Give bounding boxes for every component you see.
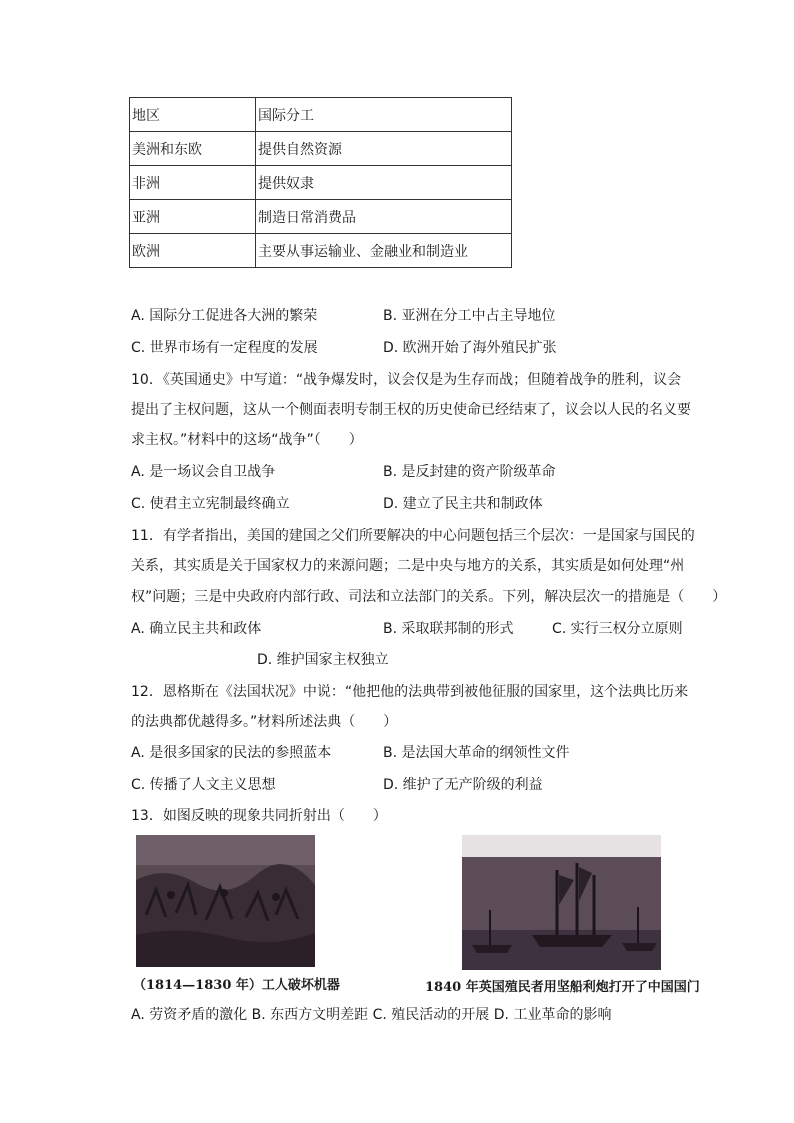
q11-option-b[interactable]: B. 采取联邦制的形式 [383, 621, 514, 637]
q9-option-d[interactable]: D. 欧洲开始了海外殖民扩张 [383, 340, 557, 356]
table-row [130, 132, 512, 166]
division-table [129, 97, 512, 268]
q11-option-a[interactable]: A. 确立民主共和政体 [131, 621, 262, 637]
table-cell: 提供奴隶 [256, 166, 512, 200]
table-row [130, 200, 512, 234]
q13-options[interactable]: A. 劳资矛盾的激化 B. 东西方文明差距 C. 殖民活动的开展 D. 工业革命的影响 [131, 1007, 612, 1023]
table-row [130, 234, 512, 268]
q9-option-b[interactable]: B. 亚洲在分工中占主导地位 [383, 308, 556, 324]
table-cell: 制造日常消费品 [256, 200, 512, 234]
q10-stem-line: 10．《英国通史》中写道：“战争爆发时，议会仅是为生存而战；但随着战争的胜利，议会 [131, 372, 682, 388]
table-cell: 主要从事运输业、金融业和制造业 [256, 234, 512, 268]
table-cell: 欧洲 [130, 234, 256, 268]
q13-stem: 13．如图反映的现象共同折射出（ ） [131, 808, 387, 824]
table-cell: 地区 [130, 98, 256, 132]
q10-option-d[interactable]: D. 建立了民主共和制政体 [383, 496, 543, 512]
q12-stem-line: 的法典都优越得多。”材料所述法典（ ） [131, 714, 398, 730]
q12-option-c[interactable]: C. 传播了人文主义思想 [131, 777, 276, 793]
q12-option-b[interactable]: B. 是法国大革命的纲领性文件 [383, 745, 570, 761]
q10-option-c[interactable]: C. 使君主立宪制最终确立 [131, 496, 290, 512]
table-cell: 提供自然资源 [256, 132, 512, 166]
q11-stem-line: 11．有学者指出，美国的建国之父们所要解决的中心问题包括三个层次：一是国家与国民的 [131, 528, 695, 544]
table-cell: 国际分工 [256, 98, 512, 132]
table-row [130, 166, 512, 200]
q10-option-b[interactable]: B. 是反封建的资产阶级革命 [383, 464, 556, 480]
table-cell: 亚洲 [130, 200, 256, 234]
image-caption: （1814—1830 年）工人破坏机器 [133, 978, 340, 993]
opium-war-ships-image [462, 835, 661, 970]
q10-option-a[interactable]: A. 是一场议会自卫战争 [131, 464, 276, 480]
q12-stem-line: 12．恩格斯在《法国状况》中说：“他把他的法典带到被他征服的国家里，这个法典比历来 [131, 684, 689, 700]
table-cell: 非洲 [130, 166, 256, 200]
table-header-row [130, 98, 512, 132]
q11-stem-line: 权”问题；三是中央政府内部行政、司法和立法部门的关系。下列，解决层次一的措施是（ ） [131, 589, 727, 605]
q12-option-d[interactable]: D. 维护了无产阶级的利益 [383, 777, 543, 793]
workers-breaking-machines-image [136, 835, 315, 967]
q9-option-c[interactable]: C. 世界市场有一定程度的发展 [131, 340, 318, 356]
table-cell: 美洲和东欧 [130, 132, 256, 166]
q10-stem-line: 求主权。”材料中的这场“战争”（ ） [131, 432, 363, 448]
q11-option-d[interactable]: D. 维护国家主权独立 [257, 652, 389, 668]
image-caption: 1840 年英国殖民者用坚船利炮打开了中国国门 [425, 980, 700, 995]
q12-option-a[interactable]: A. 是很多国家的民法的参照蓝本 [131, 745, 332, 761]
q9-option-a[interactable]: A. 国际分工促进各大洲的繁荣 [131, 308, 318, 324]
q11-stem-line: 关系，其实质是关于国家权力的来源问题；二是中央与地方的关系，其实质是如何处理“州 [131, 558, 685, 574]
q10-stem-line: 提出了主权问题，这从一个侧面表明专制王权的历史使命已经结束了，议会以人民的名义要 [131, 402, 691, 418]
q11-option-c[interactable]: C. 实行三权分立原则 [552, 621, 683, 637]
